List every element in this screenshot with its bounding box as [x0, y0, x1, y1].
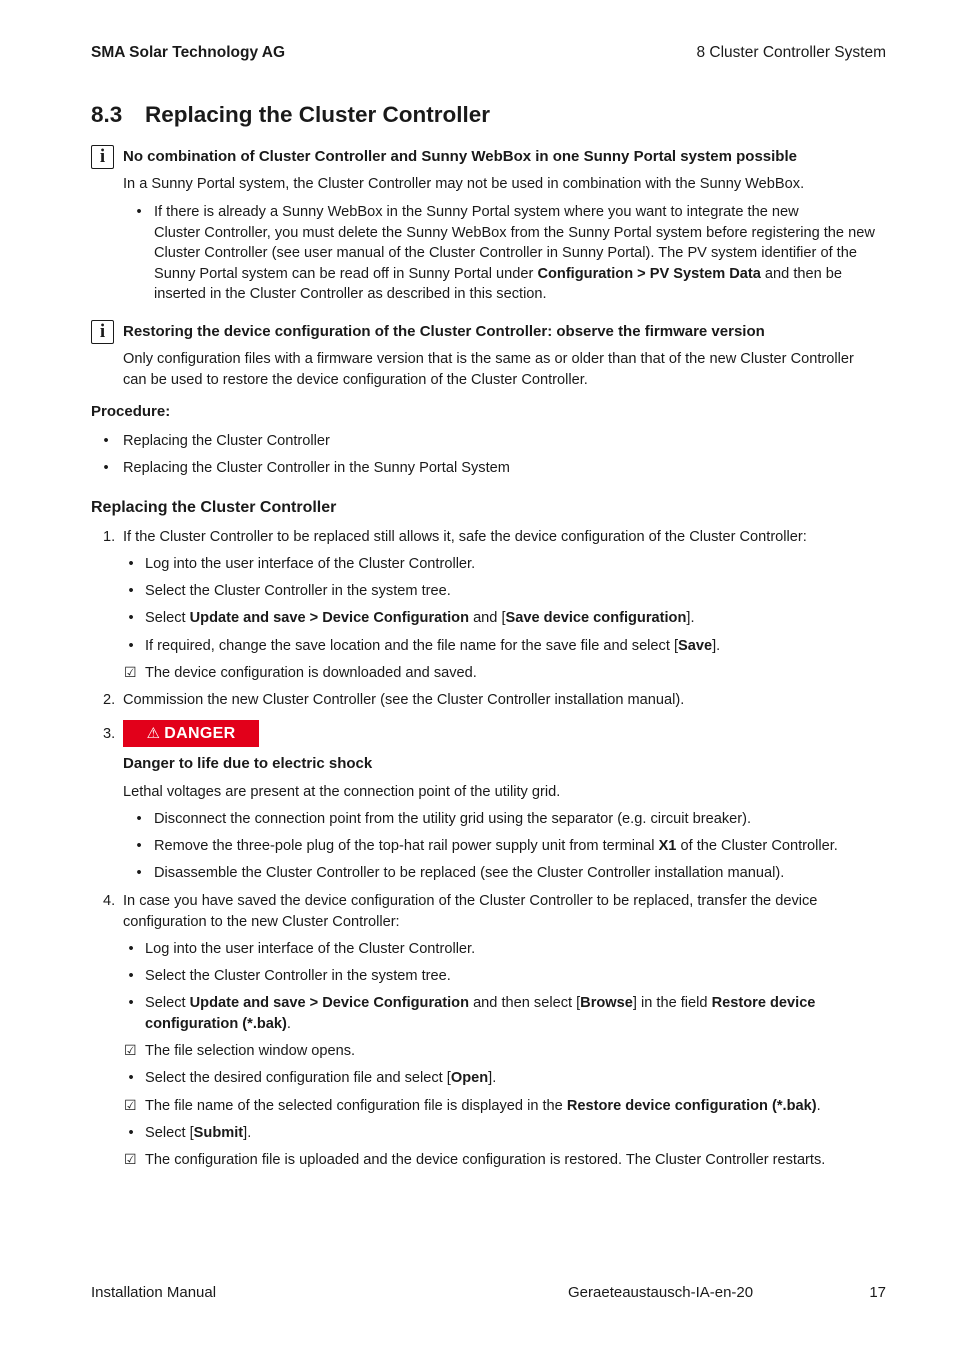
header-company: SMA Solar Technology AG	[91, 44, 286, 61]
bullet-dot: •	[128, 941, 134, 957]
bullet-dot: •	[136, 811, 142, 827]
procedure-item: Replacing the Cluster Controller in the Sunny Portal System	[123, 460, 510, 476]
step-bullet-line	[145, 1014, 895, 1035]
bullet-dot: •	[103, 433, 109, 449]
text: and then be	[760, 265, 843, 282]
bullet-dot: •	[136, 838, 142, 854]
text: of the Cluster Controller.	[676, 838, 838, 854]
step-bullet: Select the Cluster Controller in the system tree.	[145, 968, 451, 984]
step-number: 2.	[103, 692, 116, 708]
text: If required, change the save location and the file name for the save file and select [	[145, 638, 678, 654]
step-bullet	[145, 1068, 496, 1089]
danger-title: Danger to life due to electric shock	[123, 755, 373, 772]
bullet-dot: •	[128, 638, 134, 654]
step-bullet	[145, 636, 720, 657]
info-bullet-line: If there is already a Sunny WebBox in the Sunny Portal system where you want to integrate the new	[154, 204, 799, 220]
text: and [	[469, 610, 506, 626]
info-title: Restoring the device configuration of the Cluster Controller: observe the firmware version	[123, 323, 765, 340]
bullet-dot: •	[103, 460, 109, 476]
checkbox-checked-icon: ☑	[124, 1098, 137, 1114]
bullet-dot: •	[128, 968, 134, 984]
bullet-dot: •	[128, 1070, 134, 1086]
text: ].	[712, 638, 721, 654]
bold-text: Open	[450, 1070, 489, 1086]
step-bullet: Log into the user interface of the Cluster Controller.	[145, 941, 476, 957]
text: Select [	[145, 1125, 194, 1141]
section-number: 8.3	[91, 102, 123, 127]
step-number: 1.	[103, 529, 116, 545]
bullet-dot: •	[136, 865, 142, 881]
step-text: If the Cluster Controller to be replaced still allows it, safe the device configuration of the Cluster Controller:	[123, 529, 807, 545]
step-result: The configuration file is uploaded and the device configuration is restored. The Cluster Controller restarts.	[145, 1152, 826, 1168]
danger-bullet: Disconnect the connection point from the utility grid using the separator (e.g. circuit breaker).	[154, 811, 752, 827]
bold-text: Submit	[193, 1125, 244, 1141]
text: ].	[488, 1070, 497, 1086]
text: Select the desired configuration file and select [	[145, 1070, 451, 1086]
bullet-dot: •	[128, 583, 134, 599]
page-number: 17	[869, 1284, 886, 1301]
procedure-label: Procedure:	[91, 403, 171, 420]
text: ].	[686, 610, 695, 626]
bullet-dot: •	[128, 556, 134, 572]
bold-text: Browse	[580, 995, 633, 1011]
bold-text: Save	[678, 638, 713, 654]
info-text-line: Only configuration files with a firmware version that is the same as or older than that of the new Cluster Controller	[123, 351, 854, 367]
info-icon: i	[91, 320, 114, 344]
step-text: Commission the new Cluster Controller (see the Cluster Controller installation manual).	[123, 692, 685, 708]
info-text: In a Sunny Portal system, the Cluster Controller may not be used in combination with the Sunny WebBox.	[123, 176, 805, 192]
danger-bullet: Disassemble the Cluster Controller to be replaced (see the Cluster Controller installation manual).	[154, 865, 785, 881]
info-text	[123, 349, 893, 390]
info-bullet	[154, 202, 894, 305]
step-text	[123, 891, 893, 932]
bullet-dot: •	[128, 610, 134, 626]
info-bullet-line: Cluster Controller, you must delete the Sunny WebBox from the Sunny Portal system before registering the new	[154, 224, 875, 241]
procedure-item: Replacing the Cluster Controller	[123, 433, 330, 449]
info-bullet-line: inserted in the Cluster Controller as described in this section.	[154, 286, 547, 303]
step-result: The file selection window opens.	[145, 1043, 356, 1059]
text: Remove the three-pole plug of the top-hat rail power supply unit from terminal	[154, 838, 659, 854]
step-number: 3.	[103, 726, 116, 742]
bold-text: Configuration > PV System Data	[537, 265, 761, 282]
section-title	[91, 100, 490, 130]
step-text-line: configuration to the new Cluster Controller:	[123, 913, 400, 930]
bold-text: Restore device configuration (*.bak)	[566, 1098, 817, 1114]
text: ] in the field	[632, 995, 712, 1011]
bold-text: Update and save > Device Configuration	[189, 995, 470, 1011]
header-chapter: 8 Cluster Controller System	[696, 44, 886, 61]
text: ].	[243, 1125, 252, 1141]
section-title-text: Replacing the Cluster Controller	[145, 102, 491, 127]
step-bullet: Log into the user interface of the Cluster Controller.	[145, 556, 476, 572]
bullet-dot: •	[128, 1125, 134, 1141]
danger-bullet	[154, 836, 838, 857]
bullet-dot: •	[128, 995, 134, 1011]
bullet-dot: •	[136, 204, 142, 220]
text: .	[816, 1098, 821, 1114]
step-bullet	[145, 1123, 251, 1144]
danger-text: Lethal voltages are present at the connection point of the utility grid.	[123, 784, 561, 800]
info-title: No combination of Cluster Controller and Sunny WebBox in one Sunny Portal system possible	[123, 148, 797, 165]
text: The file name of the selected configuration file is displayed in the	[145, 1098, 567, 1114]
checkbox-checked-icon: ☑	[124, 665, 137, 681]
text: Select	[145, 610, 190, 626]
warning-triangle-icon: ⚠	[146, 724, 161, 742]
subsection-title: Replacing the Cluster Controller	[91, 499, 337, 516]
step-text-line: In case you have saved the device configuration of the Cluster Controller to be replaced, transfer the device	[123, 893, 818, 909]
step-bullet	[145, 993, 895, 1034]
step-result: The device configuration is downloaded and saved.	[145, 665, 477, 681]
step-bullet	[145, 608, 695, 629]
danger-label	[123, 720, 259, 747]
step-number: 4.	[103, 893, 116, 909]
text: Sunny Portal system can be read off in Sunny Portal under	[154, 265, 538, 282]
footer-doc-id: Geraeteaustausch-IA-en-20	[568, 1284, 754, 1301]
bold-text: Update and save > Device Configuration	[189, 610, 470, 626]
text: .	[286, 1015, 291, 1032]
step-bullet-line	[145, 993, 895, 1014]
step-bullet: Select the Cluster Controller in the system tree.	[145, 583, 451, 599]
text: and then select [	[469, 995, 581, 1011]
info-bullet-line	[154, 264, 894, 285]
bold-text: X1	[658, 838, 677, 854]
step-result	[145, 1096, 821, 1117]
bold-text: Restore device	[711, 995, 816, 1011]
footer-doc-type: Installation Manual	[91, 1284, 217, 1301]
bold-text: Save device configuration	[505, 610, 687, 626]
info-icon: i	[91, 145, 114, 169]
bold-text: configuration (*.bak)	[145, 1015, 287, 1032]
text: Select	[145, 995, 190, 1011]
checkbox-checked-icon: ☑	[124, 1152, 137, 1168]
danger-label-text: DANGER	[164, 725, 236, 742]
info-text-line: can be used to restore the device configuration of the Cluster Controller.	[123, 371, 588, 388]
info-bullet-line: Cluster Controller (see user manual of the Cluster Controller in Sunny Portal). The PV system identifier of the	[154, 245, 857, 262]
checkbox-checked-icon: ☑	[124, 1043, 137, 1059]
